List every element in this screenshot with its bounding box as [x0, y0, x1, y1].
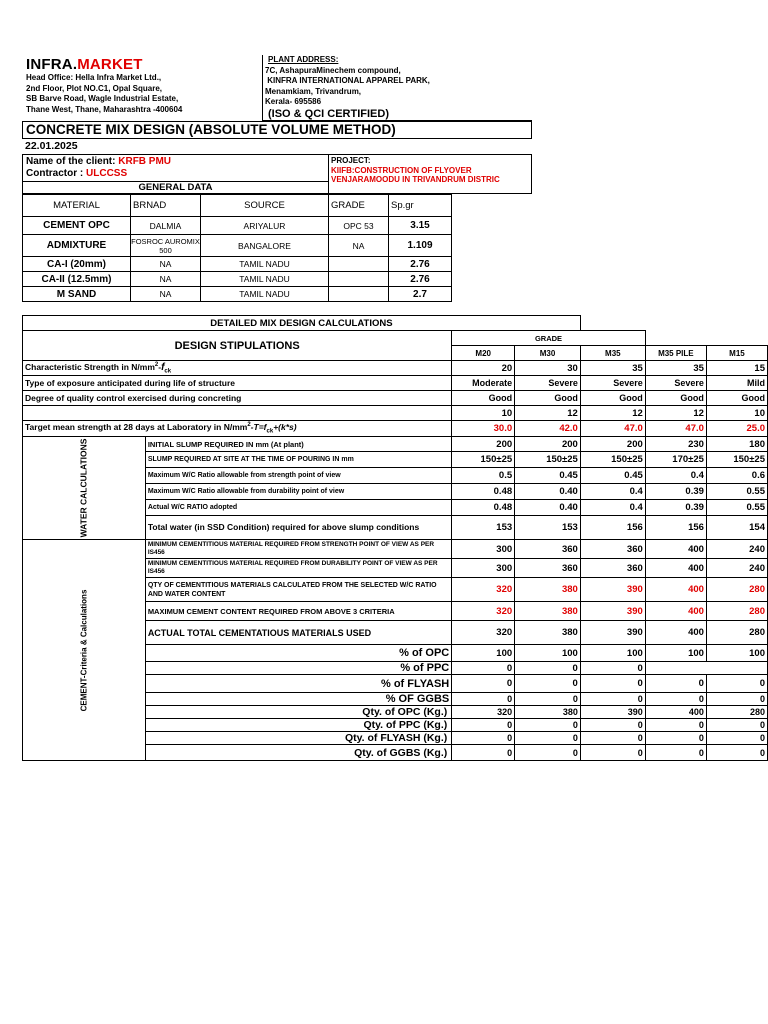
- mix-design-table: [22, 315, 768, 761]
- col-header: Sp.gr: [389, 195, 452, 217]
- value-cell: 0: [452, 675, 515, 693]
- value-cell: 0: [580, 732, 645, 745]
- value-cell: 0: [645, 693, 706, 706]
- value-cell: 0.39: [645, 484, 706, 500]
- value-cell: 12: [580, 406, 645, 421]
- row-label: % of PPC: [145, 662, 451, 675]
- value-cell: Severe: [580, 376, 645, 391]
- plant-line: Menamkiam, Trivandrum,: [265, 86, 362, 96]
- water-calculations-label: WATER CALCULATIONS: [23, 437, 146, 540]
- row-label: SLUMP REQUIRED AT SITE AT THE TIME OF POURING IN mm: [145, 452, 451, 468]
- material-row: [23, 235, 452, 257]
- header-divider: [262, 55, 263, 120]
- value-cell: 30: [515, 361, 581, 376]
- value-cell: 280: [706, 602, 767, 621]
- value-cell: 0: [580, 693, 645, 706]
- office-line: 2nd Floor, Plot NO.C1, Opal Square,: [26, 83, 163, 93]
- row-quality: [23, 391, 768, 406]
- material-source: TAMIL NADU: [201, 257, 329, 272]
- value-cell: 0: [580, 675, 645, 693]
- grade-header: M20: [452, 346, 515, 361]
- grade-header: M30: [515, 346, 581, 361]
- row-label: Actual W/C RATIO adopted: [145, 500, 451, 516]
- client-info: [22, 154, 328, 182]
- row-sd: [23, 406, 768, 421]
- cement-criteria-label: CEMENT-Criteria & Calculations: [23, 540, 146, 761]
- contractor-label: Contractor :: [26, 168, 84, 179]
- value-cell: 0.6: [706, 468, 767, 484]
- value-cell: 154: [706, 516, 767, 540]
- grade-header: M35 PILE: [645, 346, 706, 361]
- value-cell: 20: [452, 361, 515, 376]
- material-spgr: 1.109: [389, 235, 452, 257]
- row-exposure: [23, 376, 768, 391]
- office-line: SB Barve Road, Wagle Industrial Estate,: [26, 94, 179, 103]
- value-cell: 100: [645, 645, 706, 662]
- value-cell: [645, 662, 706, 675]
- value-cell: 320: [452, 706, 515, 719]
- material-name: CEMENT OPC: [23, 217, 131, 235]
- row-label: % of FLYASH: [145, 675, 451, 693]
- value-cell: 0: [706, 745, 767, 761]
- materials-table: [22, 194, 452, 302]
- document-date: 22.01.2025: [25, 140, 78, 152]
- value-cell: 100: [452, 645, 515, 662]
- company-logo: [26, 56, 143, 73]
- logo-text-market: MARKET: [77, 56, 143, 73]
- value-cell: 360: [580, 559, 645, 578]
- value-cell: 156: [580, 516, 645, 540]
- blank-cell: [645, 331, 767, 346]
- value-cell: 150±25: [515, 452, 581, 468]
- value-cell: 0: [580, 719, 645, 732]
- value-cell: 400: [645, 706, 706, 719]
- value-cell: 150±25: [706, 452, 767, 468]
- value-cell: 0: [515, 675, 581, 693]
- value-cell: Good: [515, 391, 581, 406]
- value-cell: 0: [452, 719, 515, 732]
- row-label: QTY OF CEMENTITIOUS MATERIALS CALCULATED FROM THE SELECTED W/C RATIO AND WATER CONTENT: [145, 578, 451, 602]
- col-header: SOURCE: [201, 195, 329, 217]
- value-cell: 100: [580, 645, 645, 662]
- value-cell: 320: [452, 578, 515, 602]
- design-stipulations-heading: DESIGN STIPULATIONS: [23, 331, 452, 361]
- row-label: Qty. of OPC (Kg.): [145, 706, 451, 719]
- material-name: ADMIXTURE: [23, 235, 131, 257]
- value-cell: 35: [645, 361, 706, 376]
- value-cell: 390: [580, 602, 645, 621]
- value-cell: 0: [645, 719, 706, 732]
- material-spgr: 2.7: [389, 287, 452, 302]
- grade-header: M15: [706, 346, 767, 361]
- value-cell: 380: [515, 621, 581, 645]
- value-cell: 0: [645, 675, 706, 693]
- value-cell: 360: [580, 540, 645, 559]
- value-cell: 35: [580, 361, 645, 376]
- value-cell: 360: [515, 559, 581, 578]
- value-cell: 400: [645, 540, 706, 559]
- general-data-heading: GENERAL DATA: [22, 182, 328, 194]
- value-cell: 0.39: [645, 500, 706, 516]
- client-value: KRFB PMU: [118, 156, 172, 167]
- material-brand: NA: [131, 287, 201, 302]
- value-cell: 0: [706, 719, 767, 732]
- detailed-title: DETAILED MIX DESIGN CALCULATIONS: [23, 316, 581, 331]
- project-value: KIIFB:CONSTRUCTION OF FLYOVER VENJARAMOODU IN TRIVANDRUM DISTRIC: [331, 165, 500, 184]
- logo-text-infra: INFRA.: [26, 56, 78, 73]
- value-cell: 400: [645, 578, 706, 602]
- material-grade: NA: [329, 235, 389, 257]
- value-cell: 390: [580, 621, 645, 645]
- value-cell: 280: [706, 706, 767, 719]
- material-spgr: 2.76: [389, 257, 452, 272]
- value-cell: 47.0: [580, 421, 645, 437]
- value-cell: 15: [706, 361, 767, 376]
- value-cell: 230: [645, 437, 706, 452]
- value-cell: 153: [452, 516, 515, 540]
- head-office-address: [26, 73, 182, 115]
- value-cell: 25.0: [706, 421, 767, 437]
- value-cell: Mild: [706, 376, 767, 391]
- col-header: MATERIAL: [23, 195, 131, 217]
- plant-address-label: PLANT ADDRESS:: [268, 55, 339, 64]
- document-title: CONCRETE MIX DESIGN (ABSOLUTE VOLUME METHOD): [22, 121, 532, 139]
- value-cell: 47.0: [645, 421, 706, 437]
- material-row: [23, 287, 452, 302]
- value-cell: 0: [645, 745, 706, 761]
- value-cell: 12: [645, 406, 706, 421]
- client-label: Name of the client:: [26, 156, 116, 167]
- row-label: Qty. of PPC (Kg.): [145, 719, 451, 732]
- row-label: % of OPC: [145, 645, 451, 662]
- value-cell: 0: [452, 745, 515, 761]
- materials-header-row: [23, 195, 452, 217]
- value-cell: 0.45: [580, 468, 645, 484]
- col-header: GRADE: [329, 195, 389, 217]
- row-label: INITIAL SLUMP REQUIRED IN mm (At plant): [145, 437, 451, 452]
- value-cell: 280: [706, 578, 767, 602]
- value-cell: 380: [515, 578, 581, 602]
- value-cell: Good: [706, 391, 767, 406]
- value-cell: 380: [515, 602, 581, 621]
- office-line: Thane West, Thane, Maharashtra -400604: [26, 104, 183, 114]
- value-cell: 300: [452, 540, 515, 559]
- value-cell: 0.4: [645, 468, 706, 484]
- value-cell: 0.40: [515, 500, 581, 516]
- value-cell: 180: [706, 437, 767, 452]
- grade-label-row: [23, 331, 768, 346]
- row-label: MAXIMUM CEMENT CONTENT REQUIRED FROM ABOVE 3 CRITERIA: [145, 602, 451, 621]
- material-source: TAMIL NADU: [201, 287, 329, 302]
- plant-line: 7C, AshapuraMinechem compound,: [265, 65, 401, 75]
- value-cell: 240: [706, 559, 767, 578]
- value-cell: 390: [580, 578, 645, 602]
- value-cell: 156: [645, 516, 706, 540]
- grade-header: M35: [580, 346, 645, 361]
- material-row: [23, 257, 452, 272]
- row-label: Type of exposure anticipated during life of structure: [23, 376, 452, 391]
- material-source: ARIYALUR: [201, 217, 329, 235]
- value-cell: 280: [706, 621, 767, 645]
- value-cell: 400: [645, 602, 706, 621]
- plant-address: [265, 55, 531, 120]
- value-cell: 390: [580, 706, 645, 719]
- table-title-row: [23, 316, 768, 331]
- value-cell: 0.45: [515, 468, 581, 484]
- row-label: MINIMUM CEMENTITIOUS MATERIAL REQUIRED FROM STRENGTH POINT OF VIEW AS PER IS456: [145, 540, 451, 559]
- value-cell: [706, 662, 767, 675]
- row-label: % OF GGBS: [145, 693, 451, 706]
- material-brand: FOSROC AUROMIX 500: [131, 236, 200, 255]
- project-label: PROJECT:: [331, 156, 371, 165]
- value-cell: 0: [452, 732, 515, 745]
- row-label: ACTUAL TOTAL CEMENTATIOUS MATERIALS USED: [145, 621, 451, 645]
- value-cell: 200: [452, 437, 515, 452]
- value-cell: 150±25: [580, 452, 645, 468]
- value-cell: Good: [645, 391, 706, 406]
- value-cell: 0: [706, 732, 767, 745]
- value-cell: 360: [515, 540, 581, 559]
- value-cell: 42.0: [515, 421, 581, 437]
- value-cell: 0.55: [706, 500, 767, 516]
- grade-label: GRADE: [452, 331, 646, 346]
- material-source: BANGALORE: [201, 235, 329, 257]
- row-label: Degree of quality control exercised during concreting: [23, 391, 452, 406]
- value-cell: 300: [452, 559, 515, 578]
- value-cell: Good: [580, 391, 645, 406]
- row-char-strength: [23, 361, 768, 376]
- material-grade: [329, 287, 389, 302]
- value-cell: 150±25: [452, 452, 515, 468]
- contractor-value: ULCCSS: [86, 168, 128, 179]
- value-cell: 0: [645, 732, 706, 745]
- material-brand: DALMIA: [131, 217, 201, 235]
- row-label: Total water (in SSD Condition) required for above slump conditions: [145, 516, 451, 540]
- value-cell: 0: [515, 693, 581, 706]
- material-grade: [329, 257, 389, 272]
- value-cell: 0: [706, 675, 767, 693]
- row-label: MINIMUM CEMENTITIOUS MATERIAL REQUIRED FROM DURABILITY POINT OF VIEW AS PER IS456: [145, 559, 451, 578]
- value-cell: 0.40: [515, 484, 581, 500]
- value-cell: 240: [706, 540, 767, 559]
- value-cell: 320: [452, 621, 515, 645]
- certification-text: (ISO & QCI CERTIFIED): [268, 107, 389, 120]
- material-brand: NA: [131, 257, 201, 272]
- value-cell: 0: [515, 745, 581, 761]
- value-cell: 200: [515, 437, 581, 452]
- material-grade: [329, 272, 389, 287]
- material-name: M SAND: [23, 287, 131, 302]
- value-cell: 0.4: [580, 484, 645, 500]
- material-grade: OPC 53: [329, 217, 389, 235]
- row-label: [23, 406, 452, 421]
- value-cell: 380: [515, 706, 581, 719]
- value-cell: 0: [580, 662, 645, 675]
- value-cell: 0.4: [580, 500, 645, 516]
- material-brand: NA: [131, 272, 201, 287]
- material-name: CA-II (12.5mm): [23, 272, 131, 287]
- value-cell: 10: [452, 406, 515, 421]
- row-label: Qty. of GGBS (Kg.): [145, 745, 451, 761]
- project-info: [328, 154, 532, 194]
- value-cell: 0: [706, 693, 767, 706]
- row-label: Characteristic Strength in $N/mm^2-f_{ck}$: [23, 361, 452, 376]
- value-cell: 170±25: [645, 452, 706, 468]
- value-cell: 400: [645, 621, 706, 645]
- material-name: CA-I (20mm): [23, 257, 131, 272]
- row-initial-slump: [23, 437, 768, 452]
- material-row: [23, 272, 452, 287]
- value-cell: 0: [580, 745, 645, 761]
- value-cell: 0.5: [452, 468, 515, 484]
- blank-cell: [580, 316, 767, 331]
- plant-line: Kerala- 695586: [265, 97, 322, 106]
- row-label: Target mean strength at 28 days at Laboratory in $N/mm^2-T=f_{ck}+(k*s)$: [23, 421, 452, 437]
- value-cell: 0: [515, 662, 581, 675]
- material-row: [23, 217, 452, 235]
- col-header: BRNAD: [131, 195, 201, 217]
- row-label: Qty. of FLYASH (Kg.): [145, 732, 451, 745]
- value-cell: 400: [645, 559, 706, 578]
- value-cell: Severe: [645, 376, 706, 391]
- value-cell: 153: [515, 516, 581, 540]
- value-cell: Good: [452, 391, 515, 406]
- value-cell: 0: [452, 693, 515, 706]
- value-cell: 10: [706, 406, 767, 421]
- value-cell: 0.48: [452, 484, 515, 500]
- row-label: Maximum W/C Ratio allowable from strength point of view: [145, 468, 451, 484]
- value-cell: Severe: [515, 376, 581, 391]
- value-cell: 0: [515, 719, 581, 732]
- value-cell: 100: [515, 645, 581, 662]
- material-spgr: 2.76: [389, 272, 452, 287]
- value-cell: 0: [452, 662, 515, 675]
- material-spgr: 3.15: [389, 217, 452, 235]
- plant-line: KINFRA INTERNATIONAL APPAREL PARK,: [265, 76, 430, 85]
- value-cell: Moderate: [452, 376, 515, 391]
- value-cell: 30.0: [452, 421, 515, 437]
- row-label: Maximum W/C Ratio allowable from durability point of view: [145, 484, 451, 500]
- row-target: [23, 421, 768, 437]
- value-cell: 320: [452, 602, 515, 621]
- value-cell: 0.55: [706, 484, 767, 500]
- material-source: TAMIL NADU: [201, 272, 329, 287]
- row-min-cem-strength: [23, 540, 768, 559]
- value-cell: 0.48: [452, 500, 515, 516]
- value-cell: 100: [706, 645, 767, 662]
- value-cell: 0: [515, 732, 581, 745]
- value-cell: 12: [515, 406, 581, 421]
- office-line: Head Office: Hella Infra Market Ltd.,: [26, 73, 162, 82]
- value-cell: 200: [580, 437, 645, 452]
